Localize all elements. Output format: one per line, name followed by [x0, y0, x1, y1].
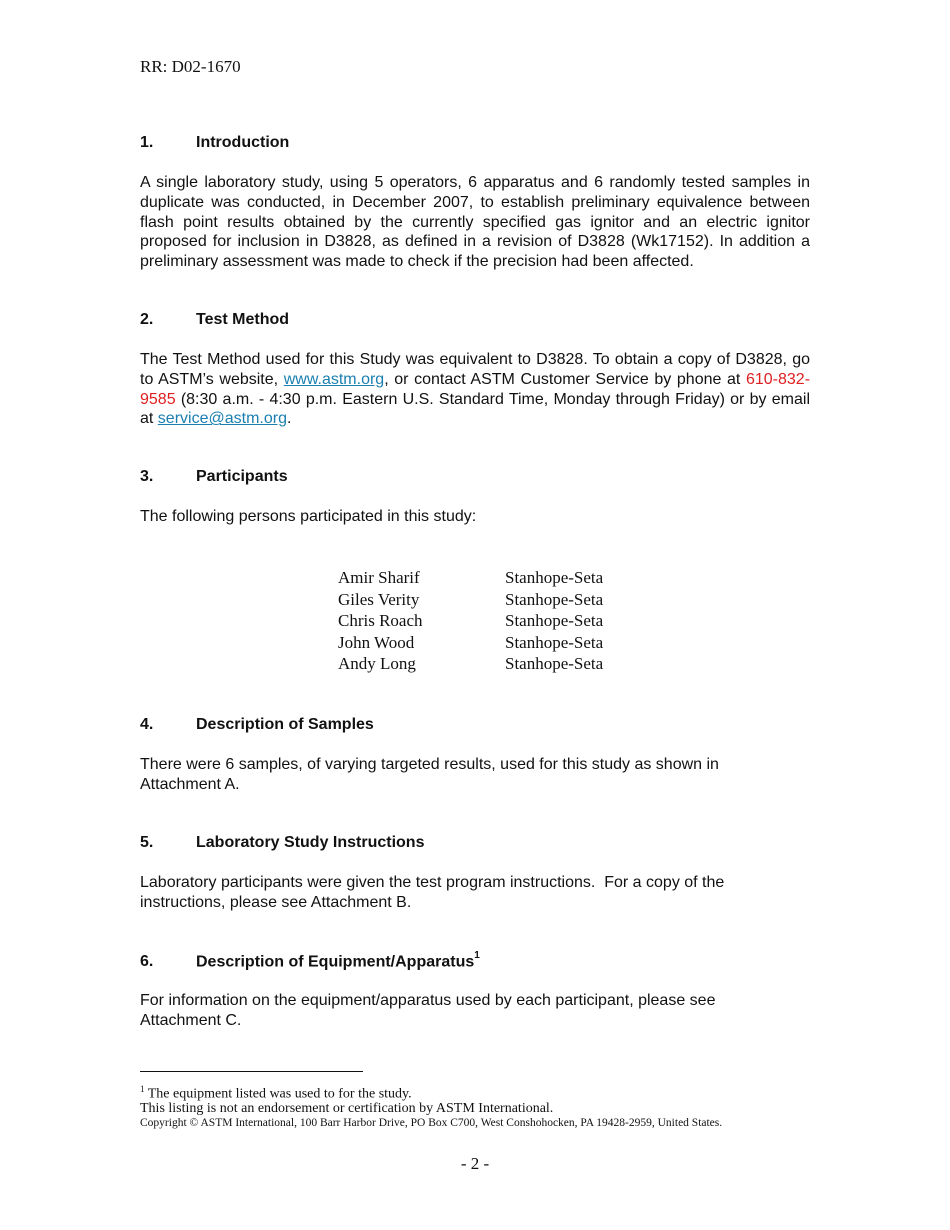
participant-org: Stanhope-Seta [505, 589, 604, 609]
method-text-4: . [286, 410, 292, 428]
section-4-body: There were 6 samples, of varying targeted results, used for this study as shown in Attachment A. [140, 756, 719, 793]
page-number: - 2 - [460, 1154, 490, 1173]
section-2-heading [140, 311, 289, 329]
section-4-heading [140, 716, 374, 734]
section-3-heading [140, 468, 288, 486]
section-2-number: 2. [140, 311, 154, 328]
participant-org: Stanhope-Seta [505, 632, 604, 652]
participant-name: Andy Long [338, 654, 416, 674]
footnote-separator [140, 1071, 363, 1072]
participant-row [338, 589, 603, 611]
footnote-text-1: The equipment listed was used to for the study. [144, 1086, 412, 1102]
copyright-notice: Copyright © ASTM International, 100 Barr Harbor Drive, PO Box C700, West Conshohocken, PA 19428-2959, United States. [140, 1117, 723, 1129]
customer-service-phone: 610-832-9585 [140, 370, 811, 408]
participant-row [338, 610, 603, 632]
participant-name: John Wood [338, 632, 415, 652]
footnote-reference[interactable]: 1 [474, 950, 480, 961]
astm-website-link[interactable]: www.astm.org [283, 370, 385, 388]
participant-name: Chris Roach [338, 611, 423, 631]
participant-name: Amir Sharif [338, 568, 420, 587]
section-5-number: 5. [140, 834, 154, 851]
participant-row [338, 567, 603, 589]
section-4-number: 4. [140, 716, 154, 733]
participant-name: Giles Verity [338, 589, 420, 609]
section-2-title: Test Method [196, 311, 290, 328]
participants-list [338, 567, 603, 675]
participant-org: Stanhope-Seta [505, 654, 604, 674]
method-text-3: (8:30 a.m. - 4:30 p.m. Eastern U.S. Standard Time, Monday through Friday) or by email at [140, 390, 810, 428]
section-3-body: The following persons participated in this study: [140, 508, 477, 525]
section-5-title: Laboratory Study Instructions [196, 834, 425, 851]
footnote-mark: 1 [140, 1084, 145, 1094]
section-1-heading [140, 134, 289, 152]
method-text-1: The Test Method used for this Study was equivalent to D3828. To obtain a copy of D3828, go to ASTM’s website, [140, 351, 810, 388]
section-2-body [140, 350, 810, 429]
section-5-body: Laboratory participants were given the test program instructions. For a copy of the instructions, please see Attachment B. [140, 874, 729, 911]
section-6-number: 6. [140, 953, 154, 971]
participant-row [338, 653, 603, 675]
section-6-title: Description of Equipment/Apparatus [196, 953, 475, 971]
service-email-link[interactable]: service@astm.org [157, 410, 287, 428]
method-text-2: , or contact ASTM Customer Service by phone at [384, 370, 746, 388]
participant-org: Stanhope-Seta [505, 611, 604, 631]
participant-row [338, 632, 603, 654]
participant-org: Stanhope-Seta [505, 568, 604, 587]
report-reference: RR: D02-1670 [140, 57, 241, 76]
section-3-title: Participants [196, 468, 288, 485]
section-1-title: Introduction [196, 134, 290, 151]
section-5-heading [140, 834, 424, 852]
section-1-body: A single laboratory study, using 5 operators, 6 apparatus and 6 randomly tested samples in duplicate was conducted, in December 2007, to establish preliminary equivalence between flash point results obtained by the currently specified gas ignitor and an electric ignitor proposed for inclusion in D3828, as defined in a revision of D3828 (Wk17152). In addition a preliminary assessment was made to check if the precision had been affected. [140, 174, 810, 271]
footnote-line-2: This listing is not an endorsement or certification by ASTM International. [140, 1101, 554, 1116]
section-6-body: For information on the equipment/apparatus used by each participant, please see Attachment C. [140, 992, 716, 1029]
section-4-title: Description of Samples [196, 716, 374, 733]
section-6-heading [140, 952, 480, 971]
section-1-number: 1. [140, 134, 154, 151]
section-3-number: 3. [140, 468, 154, 485]
